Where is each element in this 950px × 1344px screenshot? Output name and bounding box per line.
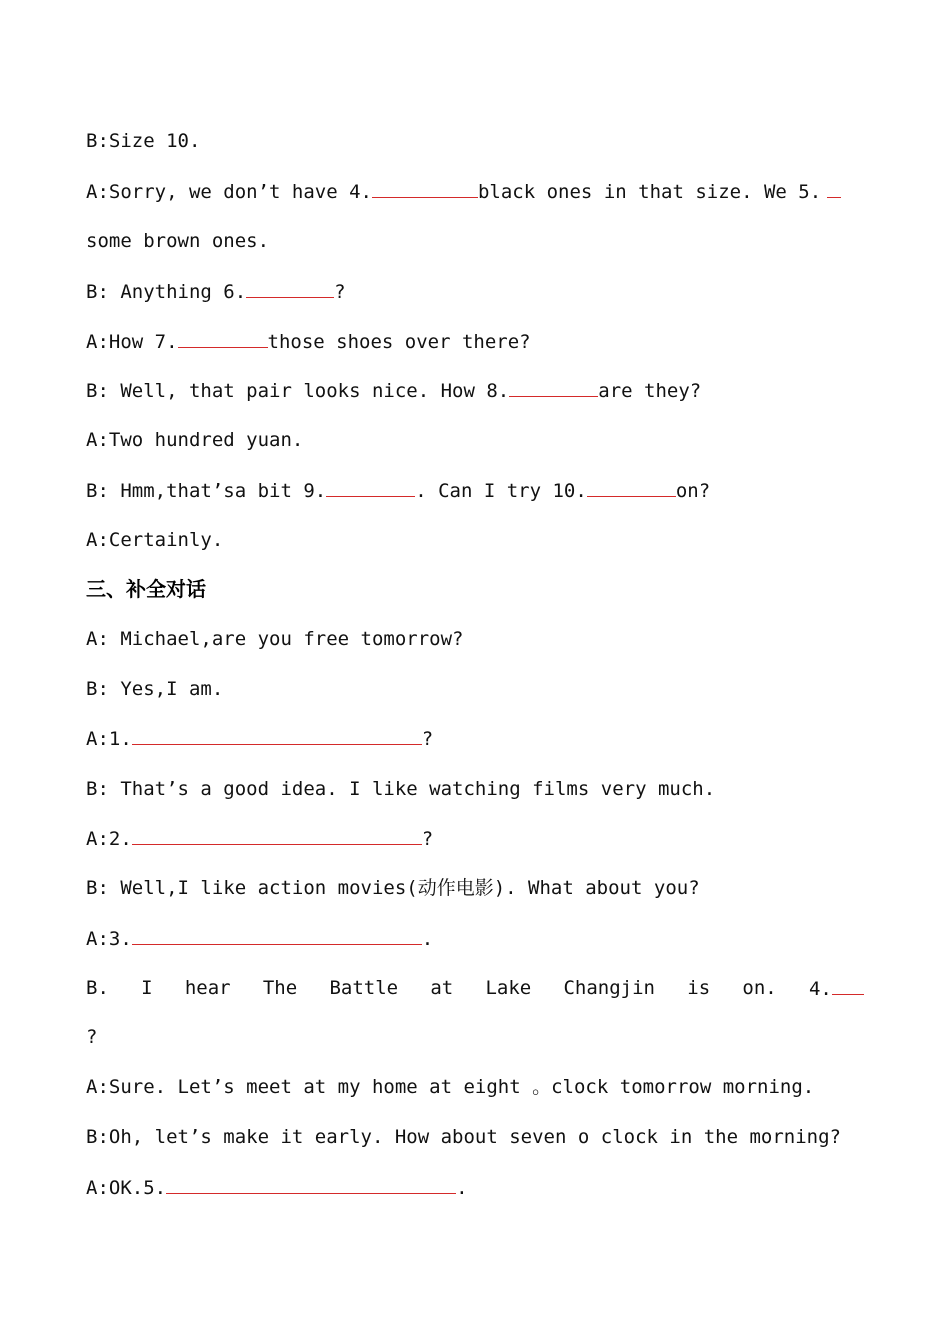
word: Battle	[329, 977, 399, 999]
line-text: on?	[675, 480, 711, 502]
line-text: ?	[334, 281, 346, 303]
line-text: A:OK.5.	[86, 1177, 167, 1199]
dialogue-line	[86, 129, 200, 153]
dialogue-line	[86, 627, 464, 651]
word: is	[687, 977, 711, 999]
word: 4.	[808, 978, 832, 1000]
answer-blank-5[interactable]	[166, 1175, 456, 1194]
line-text: B:Oh, let’s make it early. How about seven o clock in the morning?	[86, 1126, 841, 1148]
dialogue-line	[86, 876, 700, 900]
word: Lake	[485, 977, 532, 999]
answer-blank-2[interactable]	[132, 826, 422, 845]
line-text: A:Sure. Let’s meet at my home at eight 。clock tomorrow morning.	[86, 1076, 815, 1098]
dialogue-line	[86, 1175, 468, 1200]
line-text: B: Well, that pair looks nice. How 8.	[86, 380, 510, 402]
dialogue-line	[86, 1075, 814, 1099]
line-text: .	[421, 928, 434, 950]
line-text: A:3.	[86, 928, 132, 950]
line-text: those shoes over there?	[267, 331, 531, 353]
dialogue-line	[86, 279, 346, 304]
line-text: A: Michael,are you free tomorrow?	[86, 628, 464, 650]
answer-blank-9[interactable]	[326, 478, 415, 497]
dialogue-line	[86, 329, 531, 354]
dialogue-line	[86, 1025, 97, 1049]
answer-blank-8[interactable]	[509, 378, 598, 397]
line-text: ?	[86, 1026, 98, 1048]
section-heading: 三、补全对话	[86, 577, 206, 601]
line-text: A:Sorry, we don’t have 4.	[86, 181, 372, 203]
line-text: B: That’s a good idea. I like watching films very much.	[86, 778, 716, 800]
line-text: are they?	[598, 380, 702, 402]
dialogue-line	[86, 528, 223, 552]
answer-blank-4[interactable]	[372, 179, 478, 198]
dialogue-line-justified	[86, 976, 864, 1001]
line-text: black ones in that size. We 5.	[477, 181, 822, 203]
word: on.	[742, 977, 777, 999]
word: I	[141, 977, 153, 999]
line-text: .	[456, 1177, 468, 1199]
dialogue-line	[86, 677, 223, 701]
answer-blank-3[interactable]	[132, 926, 422, 945]
word: hear	[184, 977, 231, 999]
line-text: ?	[421, 728, 434, 750]
line-text: A:1.	[86, 728, 132, 750]
line-text: A:Two hundred yuan.	[86, 429, 304, 451]
word: The	[262, 977, 298, 999]
line-text: B: Well,I like action movies(动作电影). What about you?	[86, 877, 700, 899]
answer-blank-5[interactable]	[827, 179, 841, 198]
line-text: B:Size 10.	[86, 130, 201, 152]
line-text: B: Anything 6.	[86, 281, 247, 303]
answer-blank-1[interactable]	[132, 726, 422, 745]
word: Changjin	[563, 977, 655, 999]
line-text: A:How 7.	[86, 331, 178, 353]
answer-blank-10[interactable]	[587, 478, 676, 497]
line-text: ?	[421, 828, 434, 850]
line-text: B: Yes,I am.	[86, 678, 224, 700]
dialogue-line	[86, 428, 303, 452]
dialogue-line	[86, 1125, 841, 1149]
dialogue-line	[86, 926, 433, 951]
answer-blank-7[interactable]	[178, 329, 268, 348]
line-text: some brown ones.	[86, 230, 270, 252]
dialogue-line	[86, 478, 710, 503]
word: at	[430, 977, 454, 999]
line-text: B: Hmm,that’sa bit 9.	[86, 480, 327, 502]
dialogue-line	[86, 378, 701, 403]
dialogue-line	[86, 179, 841, 204]
line-text: A:Certainly.	[86, 529, 224, 551]
answer-blank-4[interactable]	[832, 976, 864, 995]
line-text: . Can I try 10.	[415, 480, 587, 502]
word: B.	[86, 977, 109, 999]
dialogue-line	[86, 229, 269, 253]
dialogue-line	[86, 826, 433, 851]
line-text: A:2.	[86, 828, 132, 850]
answer-blank-6[interactable]	[246, 279, 334, 298]
dialogue-line	[86, 726, 433, 751]
dialogue-line	[86, 777, 715, 801]
question-4	[809, 976, 864, 1001]
